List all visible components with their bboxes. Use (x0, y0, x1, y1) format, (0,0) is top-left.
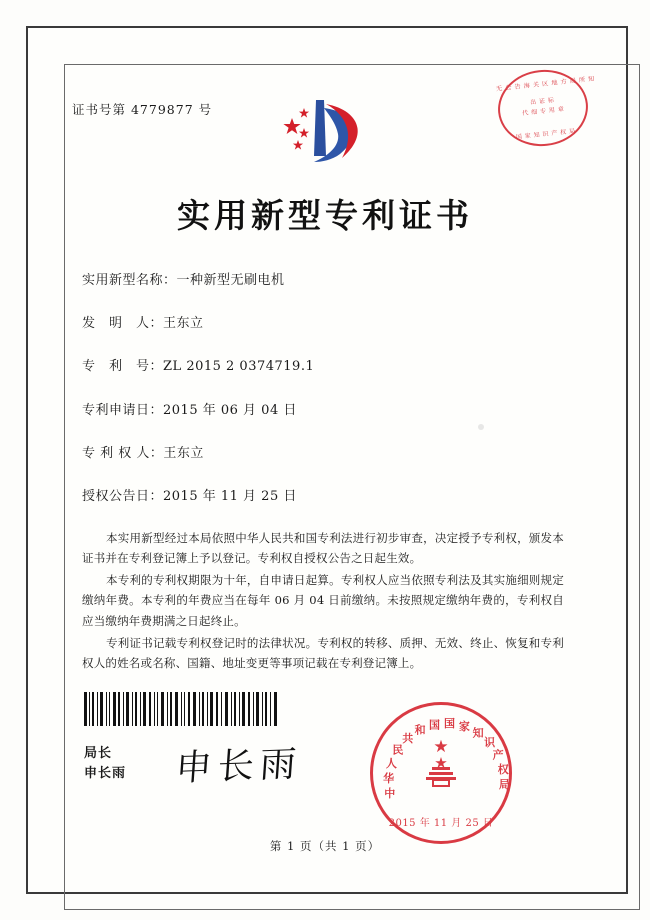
field-value: 王东立 (163, 445, 204, 461)
official-red-seal (370, 702, 512, 844)
seal-top-arc-text: 无 公 告 海 关 区 地 方 局 所 知 (495, 75, 596, 93)
field-row-patentee (82, 445, 552, 463)
body-paragraph-1: 本实用新型经过本局依照中华人民共和国专利法进行初步审查，决定授予专利权，颁发本证书并在专利登记簿上予以登记。专利权自授权公告之日起生效。 (82, 531, 564, 566)
field-row-patent-number (82, 358, 552, 376)
field-value: ZL 2015 2 0374719.1 (163, 359, 315, 375)
body-paragraph-3: 专利证书记载专利权登记时的法律状况。专利权的转移、质押、无效、终止、恢复和专利权人的姓名或名称、国籍、地址变更等事项记载在专利登记簿上。 (82, 635, 564, 670)
field-label: 专 利 权 人： (82, 445, 164, 461)
cnipa-logo-icon (262, 96, 382, 172)
field-label: 专利申请日： (82, 402, 164, 418)
body-paragraph-2: 本专利的专利权期限为十年，自申请日起算。专利权人应当依照专利法及其实施细则规定缴纳年费。本专利的年费应当在每年 06 月 04 日前缴纳。未按照规定缴纳年费的，专利权自应当缴纳年费期满之日起终止。 (82, 573, 564, 628)
field-row-application-date (82, 402, 552, 420)
field-value: 2015 年 06 月 04 日 (163, 402, 297, 418)
seal-ring-text: 中 华 人 民 共 和 国 国 家 知 识 产 权 局 (383, 717, 510, 801)
certificate-title: 实用新型专利证书 (177, 196, 473, 235)
paper-speck (478, 424, 484, 430)
seal-star-icon: ★ (433, 737, 449, 757)
director-block (84, 744, 126, 784)
field-row-grant-announcement-date (82, 488, 552, 506)
seal-top-arc-bottom-text: 国 家 知 识 产 权 局 (515, 127, 576, 141)
field-value: 2015 年 11 月 25 日 (163, 488, 297, 504)
field-label: 授权公告日： (82, 488, 164, 504)
field-label: 发 明 人： (82, 316, 164, 332)
handwritten-signature: 申长雨 (174, 743, 304, 790)
field-row-utility-model-name (82, 272, 552, 290)
seal-date: 2015 年 11 月 25 日 (388, 818, 494, 829)
field-value: 一种新型无刷电机 (176, 273, 285, 288)
certificate-body-text (82, 528, 564, 675)
field-label: 实用新型名称： (82, 273, 177, 288)
certificate-number: 证书号第 4779877 号 (72, 102, 213, 117)
page-footer: 第 1 页（共 1 页） (269, 839, 381, 853)
barcode (84, 692, 280, 726)
certificate-fields (82, 272, 552, 531)
field-label: 专 利 号： (82, 359, 164, 375)
seal-top-line-1: 出 证 标 (529, 96, 555, 107)
field-value: 王东立 (163, 316, 204, 332)
field-row-inventor (82, 315, 552, 333)
director-name: 申长雨 (84, 766, 127, 782)
national-emblem-icon (420, 755, 462, 789)
seal-top-line-2: 代 细 专 用 章 (522, 105, 565, 118)
director-label: 局长 (84, 746, 113, 761)
